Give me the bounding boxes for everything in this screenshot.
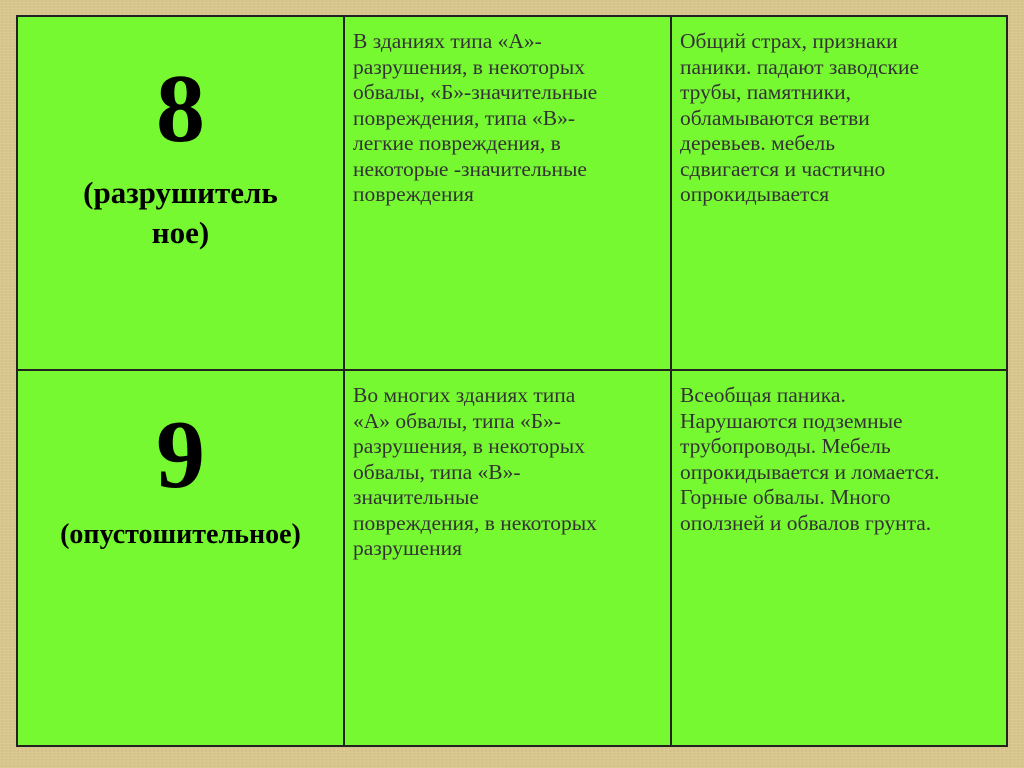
effects-cell [671, 16, 1007, 370]
buildings-damage-text [345, 371, 670, 562]
intensity-number: 8 [156, 55, 205, 163]
text-line: «А» обвалы, типа «Б»- [353, 408, 561, 433]
effects-text [672, 371, 1006, 536]
text-line: Горные обвалы. Много [680, 485, 891, 509]
intensity-cell [17, 16, 344, 370]
intensity-number: 9 [156, 401, 205, 509]
text-line: повреждения, в некоторых [353, 510, 597, 535]
text-line: обвалы, типа «В»- [353, 459, 521, 484]
intensity-label: (опустошительное) [60, 519, 301, 550]
text-line: обламываются ветви [680, 105, 870, 130]
text-line: разрушения, в некоторых [353, 434, 585, 458]
text-line: паники. падают заводские [680, 54, 919, 79]
text-line: опрокидывается и ломается. [680, 459, 940, 484]
table-row [17, 370, 1007, 746]
buildings-damage-cell [344, 16, 671, 370]
buildings-damage-cell [344, 370, 671, 746]
intensity-label-line: ное) [151, 215, 210, 250]
text-line: повреждения [353, 182, 474, 206]
text-line: деревьев. мебель [680, 131, 836, 155]
text-line: значительные [353, 485, 479, 509]
text-line: легкие повреждения, в [353, 131, 561, 155]
text-line: сдвигается и частично [680, 156, 886, 181]
text-line: Общий страх, признаки [680, 29, 898, 53]
text-line: разрушения [353, 536, 463, 560]
text-line: трубы, памятники, [680, 80, 852, 104]
text-line: Нарушаются подземные [680, 408, 903, 433]
text-line: Во многих зданиях типа [353, 383, 576, 407]
effects-cell [671, 370, 1007, 746]
text-line: оползней и обвалов грунта. [680, 510, 932, 535]
table-row [17, 16, 1007, 370]
text-line: повреждения, типа «В»- [353, 105, 576, 130]
text-line: обвалы, «Б»-значительные [353, 80, 598, 104]
text-line: В зданиях типа «А»- [353, 29, 542, 53]
text-line: Всеобщая паника. [680, 383, 846, 407]
buildings-damage-text [345, 17, 670, 208]
text-line: некоторые -значительные [353, 156, 587, 181]
effects-text [672, 17, 1006, 208]
intensity-label [18, 173, 343, 253]
text-line: опрокидывается [680, 182, 830, 206]
intensity-cell [17, 370, 344, 746]
text-line: разрушения, в некоторых [353, 54, 585, 79]
intensity-label-line: (разрушитель [83, 175, 278, 210]
intensity-table [16, 15, 1008, 747]
text-line: трубопроводы. Мебель [680, 434, 891, 458]
